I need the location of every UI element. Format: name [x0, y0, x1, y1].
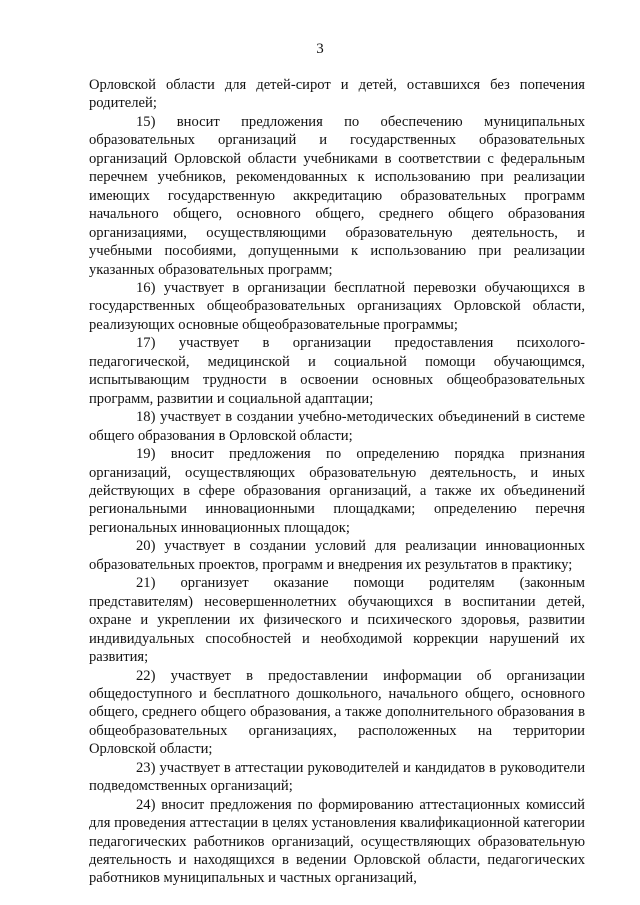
page-number: 3	[316, 41, 324, 57]
document-body	[89, 76, 585, 888]
paragraph-item-17: 17) участвует в организации предоставления психолого-педагогической, медицинской и социальной помощи обучающимся, испытывающим трудности в освоении основных общеобразовательных программ, развитии и социальной адаптации;	[89, 335, 585, 407]
paragraph-item-22: 22) участвует в предоставлении информации об организации общедоступного и бесплатного дошкольного, начального общего, основного общего, среднего общего образования, а также дополнительного образования в общеобразовательных организациях, расположенных на территории Орловской области;	[89, 667, 585, 758]
paragraph-item-16: 16) участвует в организации бесплатной перевозки обучающихся в государственных общеобразовательных организациях Орловской области, реализующих основные общеобразовательные программы;	[89, 279, 585, 333]
paragraph-item-21: 21) организует оказание помощи родителям (законным представителям) несовершеннолетних обучающихся в воспитании детей, охране и укреплении их физического и психического здоровья, развитии индивидуальных способностей и необходимой коррекции нарушений их развития;	[89, 575, 585, 666]
paragraph-item-23: 23) участвует в аттестации руководителей и кандидатов в руководители подведомственных организаций;	[89, 759, 585, 795]
paragraph-item-15: 15) вносит предложения по обеспечению муниципальных образовательных организаций и государственных образовательных организаций Орловской области учебниками в соответствии с федеральным перечнем учебников, рекомендованных к использованию при реализации имеющих государственную аккредитацию образовательных программ начального общего, основного общего, среднего общего образования организациями, осуществляющими образовательную деятельность, и учебными пособиями, допущенными к использованию при реализации указанных образовательных программ;	[89, 113, 585, 278]
paragraph-continuation: Орловской области для детей-сирот и детей, оставшихся без попечения родителей;	[89, 77, 585, 112]
paragraph-item-20: 20) участвует в создании условий для реализации инновационных образовательных проектов, программ и внедрения их результатов в практику;	[89, 538, 585, 573]
paragraph-item-19: 19) вносит предложения по определению порядка признания организаций, осуществляющих образовательную деятельность, и иных действующих в сфере образования организаций, а также их объединений региональными инновационными площадками; определению перечня региональных инновационных площадок;	[89, 446, 585, 536]
paragraph-item-18: 18) участвует в создании учебно-методических объединений в системе общего образования в Орловской области;	[89, 409, 585, 444]
paragraph-item-24: 24) вносит предложения по формированию аттестационных комиссий для проведения аттестации в целях установления квалификационной категории педагогических работников организаций, осуществляющих образовательную деятельность и находящихся в ведении Орловской области, педагогических работников муниципальных и частных организаций,	[89, 796, 585, 887]
